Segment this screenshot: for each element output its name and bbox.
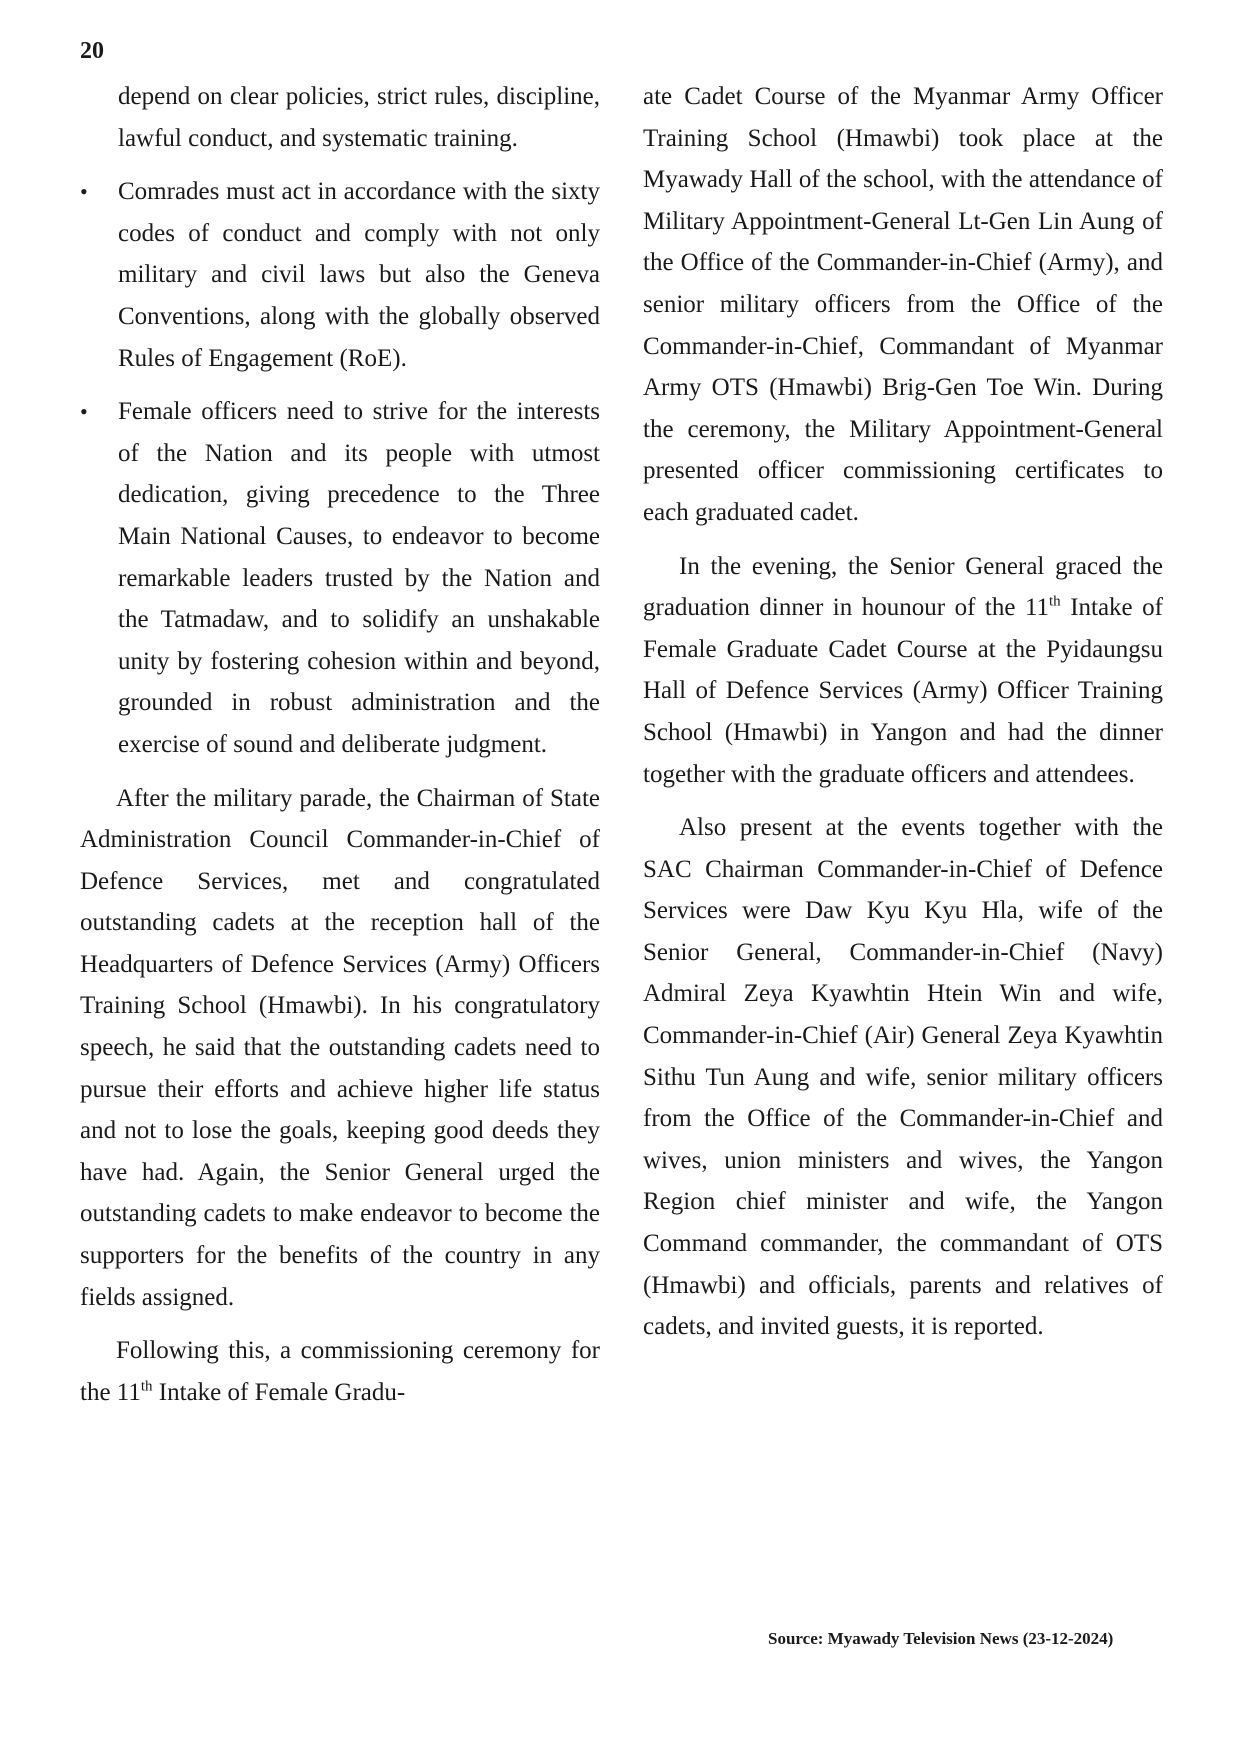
- bullet-icon: •: [80, 399, 88, 425]
- body-paragraph: [80, 1330, 600, 1413]
- page-number: 20: [80, 38, 104, 64]
- body-paragraph: [643, 546, 1163, 796]
- bullet-item-continued-text: depend on clear policies, strict rules, discipline, lawful conduct, and systematic training.: [118, 83, 600, 152]
- body-paragraph: ate Cadet Course of the Myanmar Army Officer Training School (Hmawbi) took place at the Myawady Hall of the school, with the attendance of Military Appointment-General Lt-Gen Lin Aung of the Office of the Commander-in-Chief (Army), and senior military officers from the Office of the Commander-in-Chief, Commandant of Myanmar Army OTS (Hmawbi) Brig-Gen Toe Win. During the ceremony, the Military Appointment-General presented officer commissioning certificates to each graduated cadet.: [643, 83, 1163, 526]
- right-column: [643, 76, 1163, 1360]
- superscript: th: [140, 1378, 153, 1395]
- bullet-item-text: Female officers need to strive for the interests of the Nation and its people with utmost dedication, giving precedence to the Three Main National Causes, to endeavor to become remarkable leaders trusted by the Nation and the Tatmadaw, and to solidify an unshakable unity by fostering cohesion within and beyond, grounded in robust administration and the exercise of sound and deliberate judgment.: [118, 398, 600, 758]
- bullet-item-text: Comrades must act in accordance with the sixty codes of conduct and comply with not only military and civil laws but also the Geneva Conventions, along with the globally observed Rules of Engagement (RoE).: [118, 178, 600, 372]
- bullet-item: [80, 171, 600, 379]
- bullet-icon: •: [80, 179, 88, 205]
- body-paragraph: After the military parade, the Chairman of State Administration Council Commander-in-Chief of Defence Services, met and congratulated outstanding cadets at the reception hall of the Headquarters of Defence Services (Army) Officers Training School (Hmawbi). In his congratulatory speech, he said that the outstanding cadets need to pursue their efforts and achieve higher life status and not to lose the goals, keeping good deeds they have had. Again, the Senior General urged the outstanding cadets to make endeavor to become the supporters for the benefits of the country in any fields assigned.: [80, 784, 600, 1311]
- superscript: th: [1049, 593, 1061, 610]
- bullet-item: [80, 391, 600, 765]
- paragraph-text: In the evening, the Senior General graced the graduation dinner in hounour of the 11: [643, 552, 1163, 622]
- paragraph-text: Intake of Female Gradu-: [152, 1378, 406, 1406]
- paragraph-text: Intake of Female Graduate Cadet Course at the Pyidaungsu Hall of Defence Services (Army) Officer Training School (Hmawbi) in Yangon and had the dinner together with the graduate officers and attendees.: [643, 594, 1163, 788]
- body-paragraph: Also present at the events together with the SAC Chairman Commander-in-Chief of Defence Services were Daw Kyu Kyu Hla, wife of the Senior General, Commander-in-Chief (Navy) Admiral Zeya Kyawhtin Htein Win and wife, Commander-in-Chief (Air) General Zeya Kyawhtin Sithu Tun Aung and wife, senior military officers from the Office of the Commander-in-Chief and wives, union ministers and wives, the Yangon Region chief minister and wife, the Yangon Command commander, the commandant of OTS (Hmawbi) and officials, parents and relatives of cadets, and invited guests, it is reported.: [643, 814, 1163, 1341]
- bullet-list: [80, 76, 600, 766]
- bullet-item-continued: [80, 76, 600, 159]
- paragraph-text: Following this, a commissioning ceremony for the 11: [80, 1337, 600, 1406]
- left-column: [80, 76, 600, 1425]
- source-citation: Source: Myawady Television News (23-12-2024): [768, 1629, 1114, 1648]
